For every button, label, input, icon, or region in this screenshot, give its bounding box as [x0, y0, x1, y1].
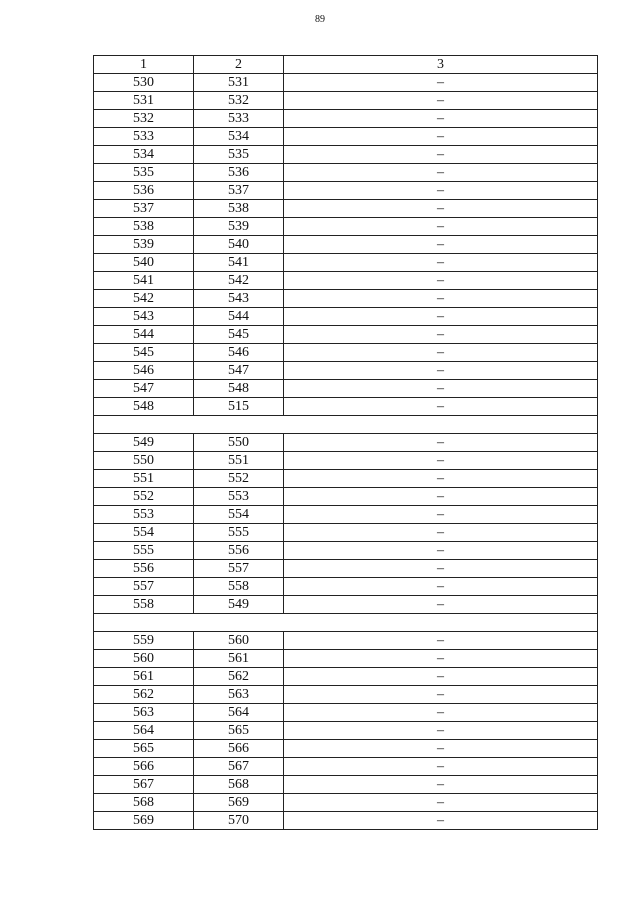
table-row: [94, 164, 598, 182]
table-row: [94, 272, 598, 290]
table-cell-col-3: –: [284, 524, 598, 542]
table-cell-col-2: 567: [194, 758, 284, 776]
table-cell-col-3: –: [284, 74, 598, 92]
table-cell-col-3: –: [284, 398, 598, 416]
table-cell-col-1: 566: [94, 758, 194, 776]
table-row: [94, 722, 598, 740]
table-cell-col-1: 537: [94, 200, 194, 218]
table-cell-col-2: 538: [194, 200, 284, 218]
table-cell-col-1: 556: [94, 560, 194, 578]
table-cell-col-2: 535: [194, 146, 284, 164]
table-cell-col-3: –: [284, 146, 598, 164]
table-cell-col-2: 533: [194, 110, 284, 128]
table-cell-col-1: 542: [94, 290, 194, 308]
table-row: [94, 74, 598, 92]
table-cell-col-1: 532: [94, 110, 194, 128]
table-cell-col-2: 545: [194, 326, 284, 344]
table-cell-col-2: 556: [194, 542, 284, 560]
table-cell-col-3: –: [284, 290, 598, 308]
table-cell-col-3: –: [284, 362, 598, 380]
table-cell-col-1: 569: [94, 812, 194, 830]
table-row: [94, 524, 598, 542]
table-cell-col-2: 542: [194, 272, 284, 290]
table-cell-col-3: –: [284, 650, 598, 668]
table-row: [94, 560, 598, 578]
table-cell-col-2: 536: [194, 164, 284, 182]
table-row: [94, 488, 598, 506]
table-cell-col-1: 559: [94, 632, 194, 650]
table-cell-col-2: 557: [194, 560, 284, 578]
table-cell-col-3: –: [284, 578, 598, 596]
column-header-2: 2: [194, 56, 284, 74]
table-cell-col-3: –: [284, 704, 598, 722]
table-cell-col-2: 547: [194, 362, 284, 380]
table-cell-col-3: –: [284, 236, 598, 254]
table-cell-col-2: 534: [194, 128, 284, 146]
table-row: [94, 254, 598, 272]
table-body-section-b: [94, 434, 598, 614]
table-cell-col-2: 531: [194, 74, 284, 92]
table-cell-col-2: 560: [194, 632, 284, 650]
table-cell-col-3: –: [284, 722, 598, 740]
table-row: [94, 128, 598, 146]
table-row: [94, 812, 598, 830]
table-cell-col-1: 563: [94, 704, 194, 722]
table-cell-col-2: 546: [194, 344, 284, 362]
table-cell-col-3: –: [284, 794, 598, 812]
section-separator: [93, 613, 598, 632]
table-row: [94, 290, 598, 308]
table-cell-col-2: 555: [194, 524, 284, 542]
table-cell-col-3: –: [284, 776, 598, 794]
table-cell-col-3: –: [284, 254, 598, 272]
table-cell-col-1: 551: [94, 470, 194, 488]
separator-cell: [94, 416, 598, 434]
table-cell-col-1: 561: [94, 668, 194, 686]
table-cell-col-2: 554: [194, 506, 284, 524]
table-row: [94, 398, 598, 416]
table-cell-col-1: 539: [94, 236, 194, 254]
separator-row: [94, 416, 598, 434]
table-cell-col-1: 544: [94, 326, 194, 344]
table-cell-col-2: 566: [194, 740, 284, 758]
table-row: [94, 380, 598, 398]
table-section-a: [93, 55, 598, 416]
table-cell-col-3: –: [284, 182, 598, 200]
table-cell-col-1: 546: [94, 362, 194, 380]
table-row: [94, 632, 598, 650]
table-cell-col-3: –: [284, 326, 598, 344]
table-cell-col-3: –: [284, 668, 598, 686]
table-cell-col-1: 534: [94, 146, 194, 164]
table-cell-col-1: 549: [94, 434, 194, 452]
table-cell-col-2: 568: [194, 776, 284, 794]
table-cell-col-1: 557: [94, 578, 194, 596]
table-cell-col-3: –: [284, 596, 598, 614]
table-row: [94, 578, 598, 596]
table-cell-col-1: 545: [94, 344, 194, 362]
table-row: [94, 146, 598, 164]
table-row: [94, 794, 598, 812]
table-cell-col-3: –: [284, 92, 598, 110]
table-row: [94, 218, 598, 236]
table-cell-col-3: –: [284, 686, 598, 704]
table-cell-col-1: 541: [94, 272, 194, 290]
table-cell-col-2: 549: [194, 596, 284, 614]
table-cell-col-1: 538: [94, 218, 194, 236]
separator-cell: [94, 614, 598, 632]
table-cell-col-1: 548: [94, 398, 194, 416]
table-row: [94, 344, 598, 362]
table-cell-col-2: 558: [194, 578, 284, 596]
table-cell-col-3: –: [284, 110, 598, 128]
table-cell-col-1: 535: [94, 164, 194, 182]
table-cell-col-3: –: [284, 452, 598, 470]
table-cell-col-1: 553: [94, 506, 194, 524]
table-cell-col-3: –: [284, 128, 598, 146]
table-cell-col-3: –: [284, 560, 598, 578]
table-cell-col-1: 531: [94, 92, 194, 110]
table-row: [94, 542, 598, 560]
column-header-1: 1: [94, 56, 194, 74]
page-number: 89: [315, 14, 325, 25]
table-cell-col-2: 565: [194, 722, 284, 740]
table-cell-col-3: –: [284, 506, 598, 524]
table-cell-col-1: 552: [94, 488, 194, 506]
table-row: [94, 236, 598, 254]
table-cell-col-2: 515: [194, 398, 284, 416]
table-cell-col-3: –: [284, 200, 598, 218]
table-cell-col-3: –: [284, 488, 598, 506]
table-row: [94, 668, 598, 686]
table-cell-col-2: 553: [194, 488, 284, 506]
table-cell-col-3: –: [284, 308, 598, 326]
table-cell-col-2: 550: [194, 434, 284, 452]
table-cell-col-1: 547: [94, 380, 194, 398]
table-cell-col-2: 564: [194, 704, 284, 722]
table-cell-col-1: 533: [94, 128, 194, 146]
table-cell-col-3: –: [284, 740, 598, 758]
table-cell-col-1: 554: [94, 524, 194, 542]
table-cell-col-1: 564: [94, 722, 194, 740]
table-cell-col-3: –: [284, 272, 598, 290]
table-cell-col-3: –: [284, 218, 598, 236]
table-cell-col-3: –: [284, 380, 598, 398]
table-cell-col-2: 570: [194, 812, 284, 830]
table-cell-col-3: –: [284, 164, 598, 182]
table-cell-col-1: 536: [94, 182, 194, 200]
table-row: [94, 650, 598, 668]
table-cell-col-1: 550: [94, 452, 194, 470]
table-row: [94, 362, 598, 380]
table-cell-col-1: 567: [94, 776, 194, 794]
table-cell-col-1: 543: [94, 308, 194, 326]
table-row: [94, 686, 598, 704]
table-row: [94, 182, 598, 200]
table-cell-col-2: 548: [194, 380, 284, 398]
table-cell-col-2: 561: [194, 650, 284, 668]
table-cell-col-1: 540: [94, 254, 194, 272]
table-cell-col-2: 537: [194, 182, 284, 200]
table-row: [94, 92, 598, 110]
table-row: [94, 740, 598, 758]
table-row: [94, 776, 598, 794]
separator-row: [94, 614, 598, 632]
table-row: [94, 758, 598, 776]
table-cell-col-3: –: [284, 344, 598, 362]
table-cell-col-2: 562: [194, 668, 284, 686]
table-cell-col-2: 532: [194, 92, 284, 110]
table-cell-col-2: 541: [194, 254, 284, 272]
table-cell-col-3: –: [284, 470, 598, 488]
table-cell-col-2: 543: [194, 290, 284, 308]
table-row: [94, 470, 598, 488]
table-cell-col-2: 539: [194, 218, 284, 236]
table-body-section-c: [94, 632, 598, 830]
section-separator: [93, 415, 598, 434]
table-cell-col-3: –: [284, 434, 598, 452]
table-cell-col-2: 551: [194, 452, 284, 470]
table-cell-col-2: 544: [194, 308, 284, 326]
table-cell-col-1: 565: [94, 740, 194, 758]
table-cell-col-1: 568: [94, 794, 194, 812]
table-row: [94, 452, 598, 470]
table-cell-col-2: 563: [194, 686, 284, 704]
table-section-c: [93, 631, 598, 830]
table-row: [94, 704, 598, 722]
table-row: [94, 434, 598, 452]
table-row: [94, 326, 598, 344]
table-cell-col-2: 540: [194, 236, 284, 254]
column-header-3: 3: [284, 56, 598, 74]
table-cell-col-2: 569: [194, 794, 284, 812]
table-header-row: [94, 56, 598, 74]
table-row: [94, 308, 598, 326]
table-cell-col-3: –: [284, 632, 598, 650]
table-section-b: [93, 433, 598, 614]
table-cell-col-1: 555: [94, 542, 194, 560]
table-cell-col-1: 530: [94, 74, 194, 92]
table-cell-col-3: –: [284, 758, 598, 776]
table-body-section-a: [94, 56, 598, 416]
table-cell-col-3: –: [284, 812, 598, 830]
table-cell-col-2: 552: [194, 470, 284, 488]
table-row: [94, 110, 598, 128]
table-row: [94, 200, 598, 218]
table-row: [94, 596, 598, 614]
table-cell-col-1: 558: [94, 596, 194, 614]
table-cell-col-1: 562: [94, 686, 194, 704]
table-row: [94, 506, 598, 524]
table-cell-col-3: –: [284, 542, 598, 560]
table-cell-col-1: 560: [94, 650, 194, 668]
